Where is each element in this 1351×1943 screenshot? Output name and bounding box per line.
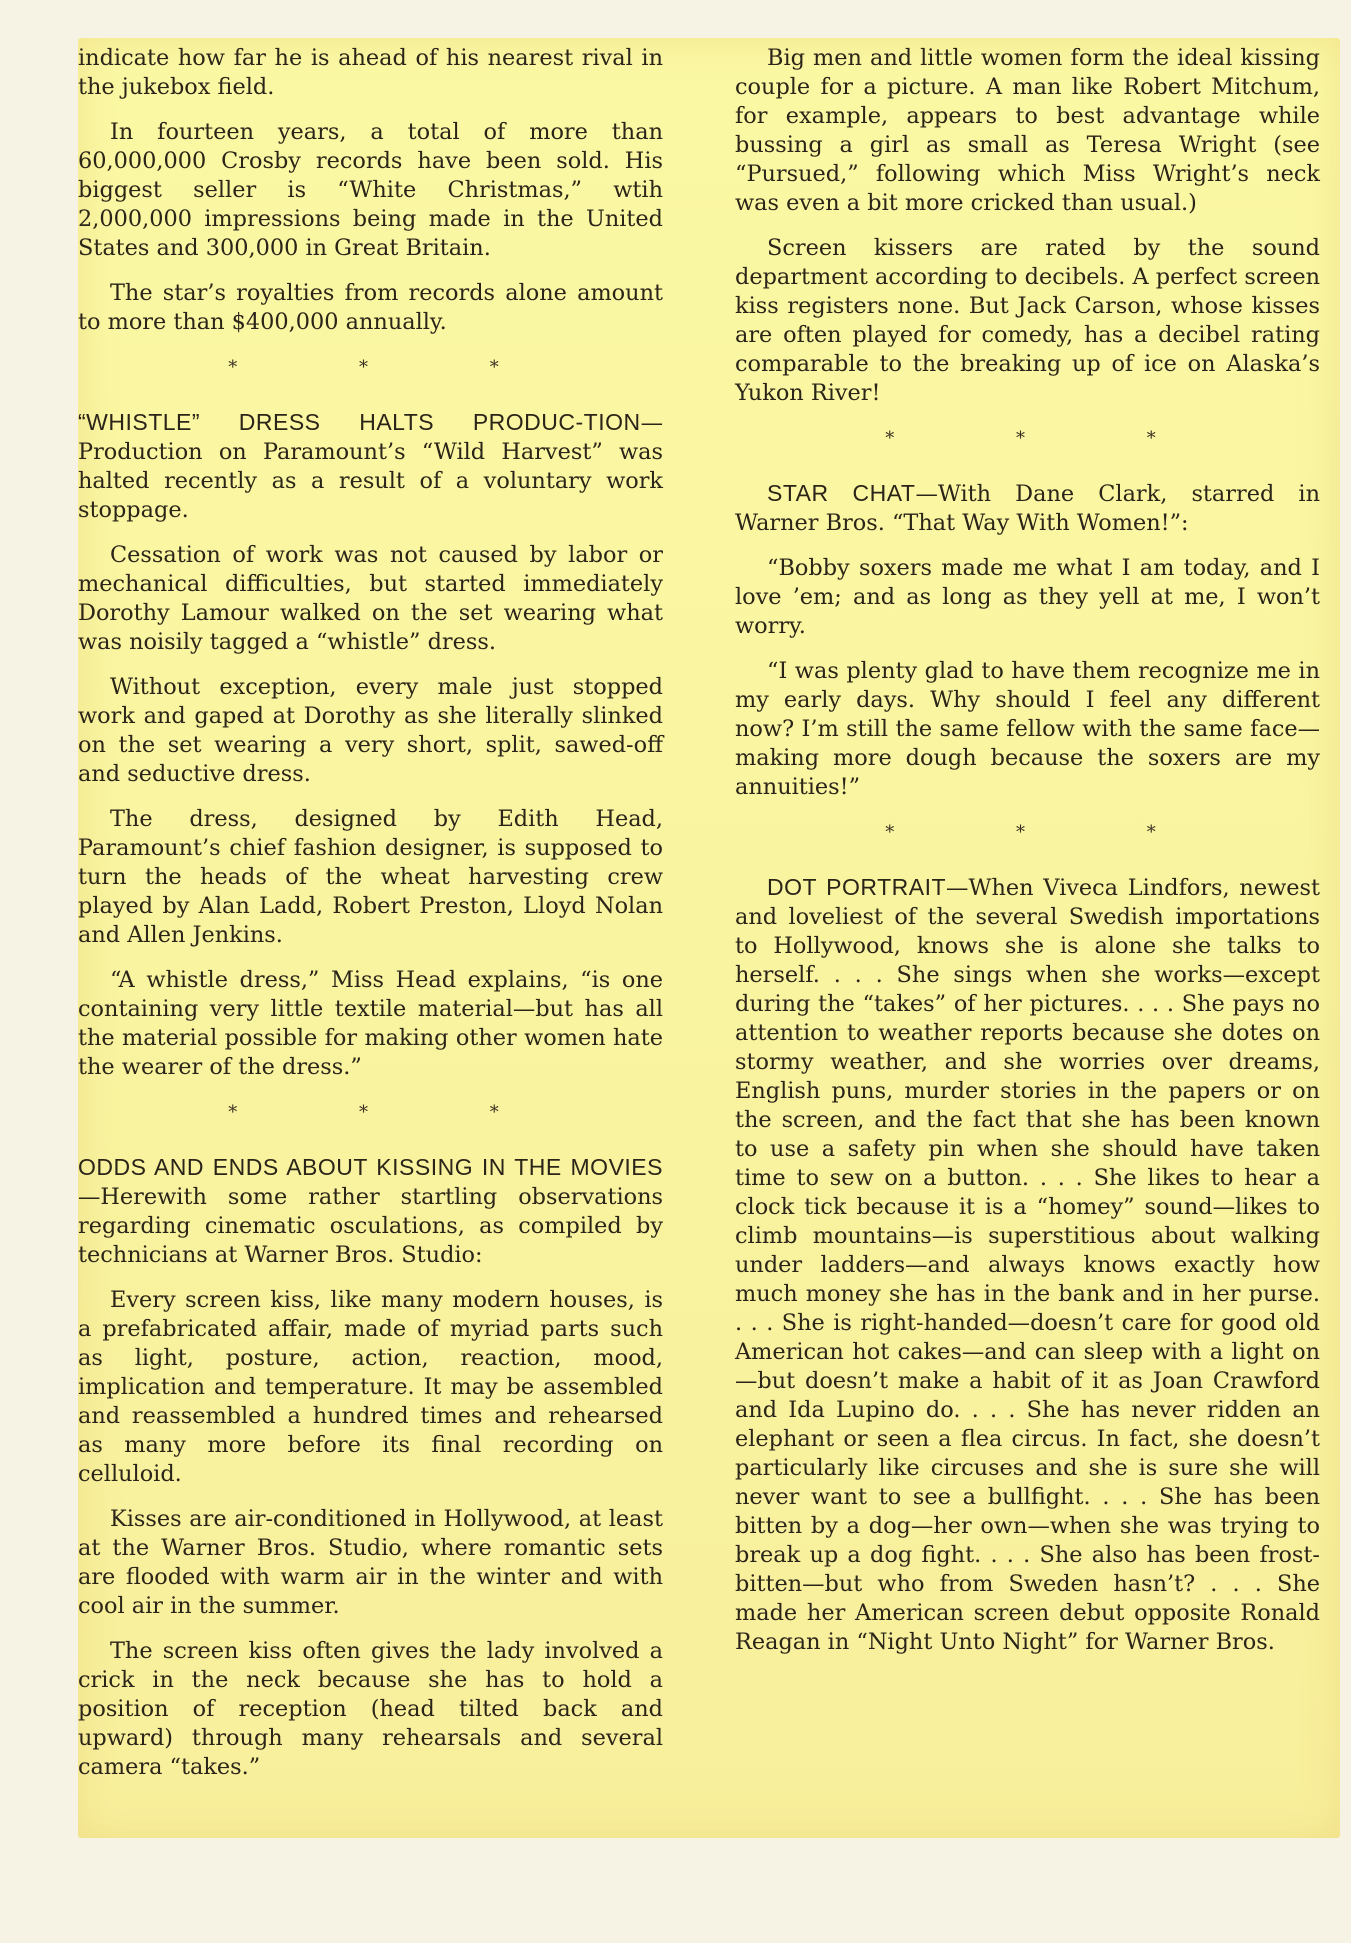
headline: ODDS AND ENDS ABOUT KISSING IN THE MOVIES xyxy=(78,1154,663,1180)
paragraph: “A whistle dress,” Miss Head explains, “is one containing very little textile material—but has all the material possible for making other women hate the wearer of the dress.” xyxy=(78,967,663,1080)
article-whistle-dress xyxy=(78,408,663,525)
paragraph: The star’s royalties from records alone amount to more than $400,000 annually. xyxy=(78,280,663,335)
paragraph: Every screen kiss, like many modern houses, is a prefabricated affair, made of myriad parts such as light, posture, action, reaction, mood, implication and temperature. It may be assembled and reassembled a hundred times and rehearsed as many more before its final recording on celluloid. xyxy=(78,1287,663,1487)
headline: DOT PORTRAIT xyxy=(767,874,947,900)
paragraph: Big men and little women form the ideal kissing couple for a picture. A man like Robert Mitchum, for example, appears to best advantage while bussing a girl as small as Teresa Wright (see “Pursued,” following which Miss Wright’s neck was even a bit more cricked than usual.) xyxy=(735,45,1320,216)
paragraph: Without exception, every male just stopped work and gaped at Dorothy as she literally slinked on the set wearing a very short, split, sawed-off and seductive dress. xyxy=(78,674,663,787)
paragraph: Kisses are air-conditioned in Hollywood, at least at the Warner Bros. Studio, where romantic sets are flooded with warm air in the winter and with cool air in the summer. xyxy=(78,1506,663,1619)
paragraph: The screen kiss often gives the lady involved a crick in the neck because she has to hold a position of reception (head tilted back and upward) through many rehearsals and several camera “takes.” xyxy=(78,1638,663,1780)
paragraph: The dress, designed by Edith Head, Paramount’s chief fashion designer, is supposed to turn the heads of the wheat harvesting crew played by Alan Ladd, Robert Preston, Lloyd Nolan and Allen Jenkins. xyxy=(78,806,663,948)
paragraph: indicate how far he is ahead of his nearest rival in the jukebox field. xyxy=(78,45,663,100)
paragraph: “Bobby soxers made me what I am today, and I love ’em; and as long as they yell at me, I won’t worry. xyxy=(735,555,1320,639)
headline: STAR CHAT xyxy=(767,480,916,506)
right-column xyxy=(735,44,1320,1673)
lead-text: —Production on Paramount’s “Wild Harvest” was halted recently as a result of a voluntary work stoppage. xyxy=(78,410,663,523)
left-column xyxy=(78,44,663,1798)
headline: “WHISTLE” DRESS HALTS PRODUC-TION xyxy=(78,409,641,435)
lead-text: —With Dane Clark, starred in Warner Bros. “That Way With Women!”: xyxy=(735,481,1320,536)
paragraph: Cessation of work was not caused by labor or mechanical difficulties, but started immediately Dorothy Lamour walked on the set wearing what was noisily tagged a “whistle” dress. xyxy=(78,542,663,655)
paragraph: Screen kissers are rated by the sound department according to decibels. A perfect screen kiss registers none. But Jack Carson, whose kisses are often played for comedy, has a decibel rating comparable to the breaking up of ice on Alaska’s Yukon River! xyxy=(735,235,1320,406)
section-divider: * * * xyxy=(228,357,557,378)
article-kissing xyxy=(78,1153,663,1270)
body-text: —When Viveca Lindfors, newest and loveliest of the several Swedish importations to Hollywood, knows she is alone she talks to herself. . . . She sings when she works—except during the “takes” of her pictures. . . . She pays no attention to weather reports because she dotes on stormy weather, and she worries over dreams, English puns, murder stories in the papers or on the screen, and the fact that she has been known to use a safety pin when she should have taken time to sew on a button. . . . She likes to hear a clock tick because it is a “homey” sound—likes to climb mountains—is superstitious about walking under ladders—and always knows exactly how much money she has in the bank and in her purse. . . . She is right-handed—doesn’t care for good old American hot cakes—and can sleep with a light on—but doesn’t make a habit of it as Joan Crawford and Ida Lupino do. . . . She has never ridden an elephant or seen a flea circus. In fact, she doesn’t particularly like circuses and she is sure she will never want to see a bullfight. . . . She has been bitten by a dog—her own—when she was trying to break up a dog fight. . . . She also has been frost-bitten—but who from Sweden hasn’t? . . . She made her American screen debut opposite Ronald Reagan in “Night Unto Night” for Warner Bros. xyxy=(735,875,1321,1655)
section-divider: * * * xyxy=(228,1102,557,1123)
section-divider: * * * xyxy=(885,822,1214,843)
article-dot-portrait xyxy=(735,873,1320,1657)
article-star-chat xyxy=(735,479,1320,538)
paragraph: In fourteen years, a total of more than 60,000,000 Crosby records have been sold. His biggest seller is “White Christmas,” wtih 2,000,000 impressions being made in the United States and 300,000 in Great Britain. xyxy=(78,119,663,261)
paragraph: “I was plenty glad to have them recognize me in my early days. Why should I feel any different now? I’m still the same fellow with the same face—making more dough because the soxers are my annuities!” xyxy=(735,658,1320,800)
section-divider: * * * xyxy=(885,428,1214,449)
lead-text: —Herewith some rather startling observations regarding cinematic osculations, as compiled by technicians at Warner Bros. Studio: xyxy=(78,1184,663,1268)
